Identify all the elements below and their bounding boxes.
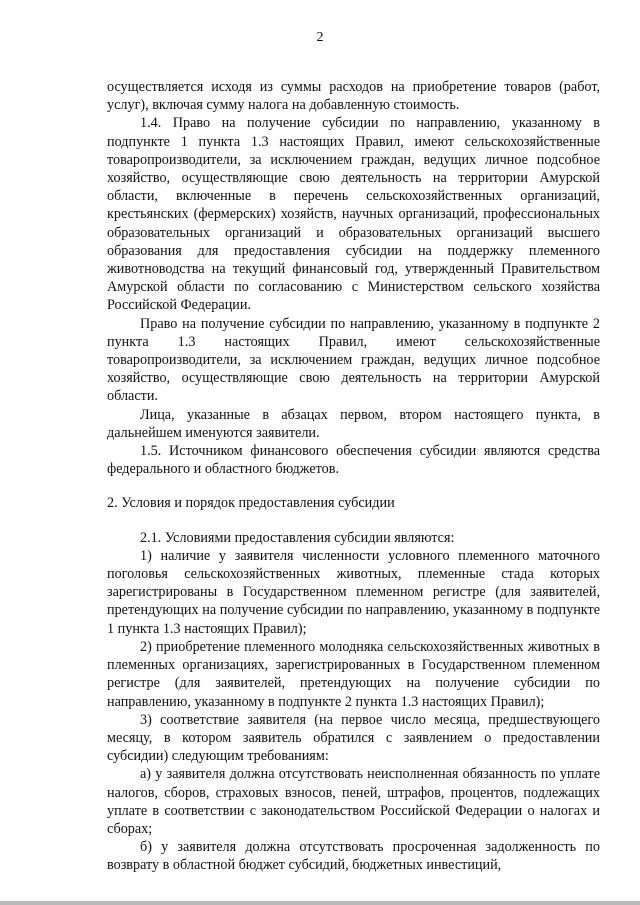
- paragraph-applicants-definition: Лица, указанные в абзацах первом, втором настоящего пункта, в дальнейшем именуются заявители.: [107, 406, 600, 441]
- sub-item-b: б) у заявителя должна отсутствовать просроченная задолженность по возврату в областной бюджет субсидий, бюджетных инвестиций,: [107, 839, 600, 874]
- sub-item-a: а) у заявителя должна отсутствовать неисполненная обязанность по уплате налогов, сборов, страховых взносов, пеней, штрафов, процентов, подлежащих уплате в соответствии с законодательством Российской Федерации о налогах и сборах;: [107, 766, 600, 837]
- list-item-2: 2) приобретение племенного молодняка сельскохозяйственных животных в племенных организациях, зарегистрированных в Государственном племенном регистре (для заявителей, претендующих на получение субсидии по направлению, указанному в подпункте 2 пункта 1.3 настоящих Правил);: [107, 638, 600, 710]
- section-heading-2: 2. Условия и порядок предоставления субсидии: [107, 495, 395, 512]
- list-item-1: 1) наличие у заявителя численности условного племенного маточного поголовья сельскохозяйственных животных, племенные стада которых зарегистрированы в Государственном племенном регистре (для заявителей, претендующих на получение субсидии по направлению, указанному в подпункте 1 пункта 1.3 настоящих Правил);: [107, 547, 600, 637]
- list-item-3: 3) соответствие заявителя (на первое число месяца, предшествующего месяцу, в котором заявитель обратился с заявлением о предоставлении субсидии) следующим требованиям:: [107, 711, 600, 765]
- document-body: [107, 78, 600, 875]
- paragraph-1-5: 1.5. Источником финансового обеспечения субсидии являются средства федерального и областного бюджетов.: [107, 443, 600, 478]
- scan-edge-line: [0, 901, 640, 905]
- paragraph-2-1: 2.1. Условиями предоставления субсидии являются:: [140, 529, 455, 546]
- paragraph-right-subsection-2: Право на получение субсидии по направлению, указанному в подпункте 2 пункта 1.3 настоящих Правил, имеют сельскохозяйственные товаропроизводители, за исключением граждан, ведущих личное подсобное хозяйство, осуществляющие свою деятельность на территории Амурской области.: [107, 315, 600, 405]
- page-number: 2: [316, 30, 324, 45]
- paragraph-continuation: осуществляется исходя из суммы расходов на приобретение товаров (работ, услуг), включая сумму налога на добавленную стоимость.: [107, 79, 600, 114]
- paragraph-1-4: 1.4. Право на получение субсидии по направлению, указанному в подпункте 1 пункта 1.3 настоящих Правил, имеют сельскохозяйственные товаропроизводители, за исключением граждан, ведущих личное подсобное хозяйство, осуществляющие свою деятельность на территории Амурской области, включенные в перечень сельскохозяйственных организаций, крестьянских (фермерских) хозяйств, научных организаций, профессиональных образовательных организаций и образовательных организаций высшего образования для предоставления субсидии на поддержку племенного животноводства на текущий финансовый год, утвержденный Правительством Амурской области по согласованию с Министерством сельского хозяйства Российской Федерации.: [107, 115, 600, 314]
